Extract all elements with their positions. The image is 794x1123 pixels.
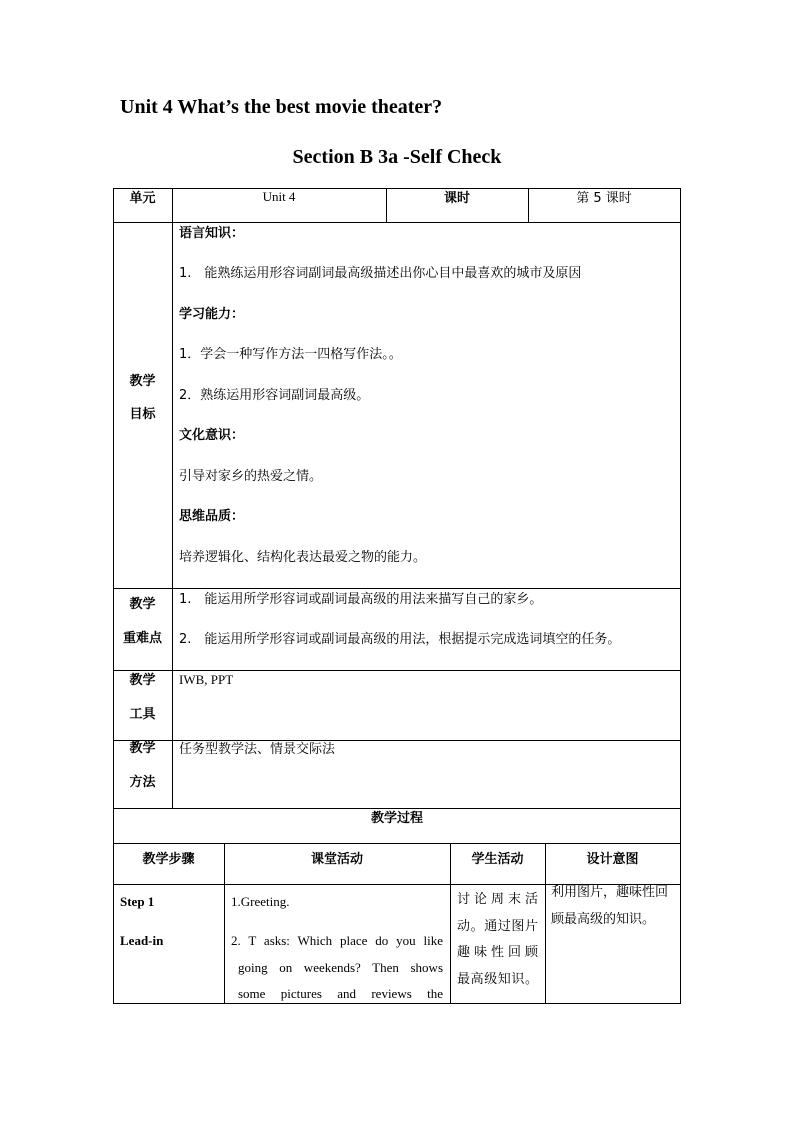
unit-label: 单元 bbox=[129, 191, 156, 206]
table-border bbox=[545, 843, 546, 1003]
thinking-quality-item: 培养逻辑化、结构化表达最爱之物的能力。 bbox=[179, 550, 427, 565]
table-border bbox=[113, 740, 681, 741]
student-activity-line: 讨论周末活 bbox=[457, 892, 538, 907]
period-value: 第 5 课时 bbox=[576, 191, 632, 206]
keypoint-item: 1. 能运用所学形容词或副词最高级的用法来描写自己的家乡。 bbox=[179, 592, 543, 607]
tools-value: IWB, PPT bbox=[179, 672, 234, 687]
cultural-awareness-heading: 文化意识： bbox=[179, 428, 245, 443]
unit-value: Unit 4 bbox=[262, 189, 296, 204]
table-border bbox=[113, 808, 681, 809]
student-activity-line: 动。通过图片 bbox=[457, 919, 538, 934]
tools-label: 工具 bbox=[129, 707, 156, 722]
student-activity-line: 趣味性回顾 bbox=[457, 945, 538, 960]
methods-label: 方法 bbox=[129, 775, 156, 790]
keypoint-item: 2. 能运用所学形容词或副词最高级的用法，根据提示完成选词填空的任务。 bbox=[179, 632, 621, 647]
document-subtitle: Section B 3a -Self Check bbox=[292, 146, 502, 168]
student-activity-line: 最高级知识。 bbox=[457, 972, 538, 987]
learning-ability-item: 2．熟练运用形容词副词最高级。 bbox=[179, 388, 370, 403]
design-intent-line: 顾最高级的知识。 bbox=[551, 912, 656, 927]
step-name: Lead-in bbox=[120, 933, 164, 948]
table-border bbox=[450, 843, 451, 1003]
objectives-label: 教学 bbox=[129, 374, 156, 389]
objectives-label: 目标 bbox=[129, 407, 156, 422]
table-border bbox=[113, 1003, 681, 1004]
column-header-student: 学生活动 bbox=[471, 852, 524, 867]
activity-line: going on weekends? Then shows bbox=[238, 960, 443, 975]
cultural-awareness-item: 引导对家乡的热爱之情。 bbox=[179, 469, 323, 484]
table-border bbox=[113, 670, 681, 671]
table-border bbox=[113, 188, 681, 189]
table-border bbox=[680, 188, 681, 1004]
keypoints-label: 重难点 bbox=[122, 631, 162, 646]
activity-line: 2. T asks: Which place do you like bbox=[231, 933, 443, 948]
activity-line: 1.Greeting. bbox=[231, 894, 290, 909]
table-border bbox=[113, 843, 681, 844]
process-title: 教学过程 bbox=[370, 811, 423, 826]
language-knowledge-heading: 语言知识： bbox=[179, 226, 245, 241]
document-title: Unit 4 What’s the best movie theater? bbox=[120, 96, 443, 118]
keypoints-label: 教学 bbox=[129, 597, 156, 612]
period-label: 课时 bbox=[443, 191, 470, 206]
methods-label: 教学 bbox=[129, 741, 156, 756]
activity-line: some pictures and reviews the bbox=[238, 986, 443, 1001]
table-border bbox=[172, 188, 173, 808]
thinking-quality-heading: 思维品质： bbox=[179, 509, 245, 524]
table-border bbox=[113, 588, 681, 589]
tools-label: 教学 bbox=[129, 673, 156, 688]
step-name: Step 1 bbox=[120, 894, 155, 909]
column-header-activity: 课堂活动 bbox=[310, 852, 363, 867]
language-knowledge-item: 1. 能熟练运用形容词副词最高级描述出你心目中最喜欢的城市及原因 bbox=[179, 266, 582, 281]
design-intent-line: 利用图片，趣味性回 bbox=[551, 885, 669, 900]
table-border bbox=[113, 222, 681, 223]
column-header-intent: 设计意图 bbox=[586, 852, 639, 867]
table-border bbox=[113, 188, 114, 1004]
learning-ability-item: 1．学会一种写作方法一四格写作法。。 bbox=[179, 347, 402, 362]
methods-value: 任务型教学法、情景交际法 bbox=[179, 742, 336, 757]
table-border bbox=[224, 843, 225, 1003]
learning-ability-heading: 学习能力： bbox=[179, 307, 245, 322]
column-header-step: 教学步骤 bbox=[142, 852, 195, 867]
